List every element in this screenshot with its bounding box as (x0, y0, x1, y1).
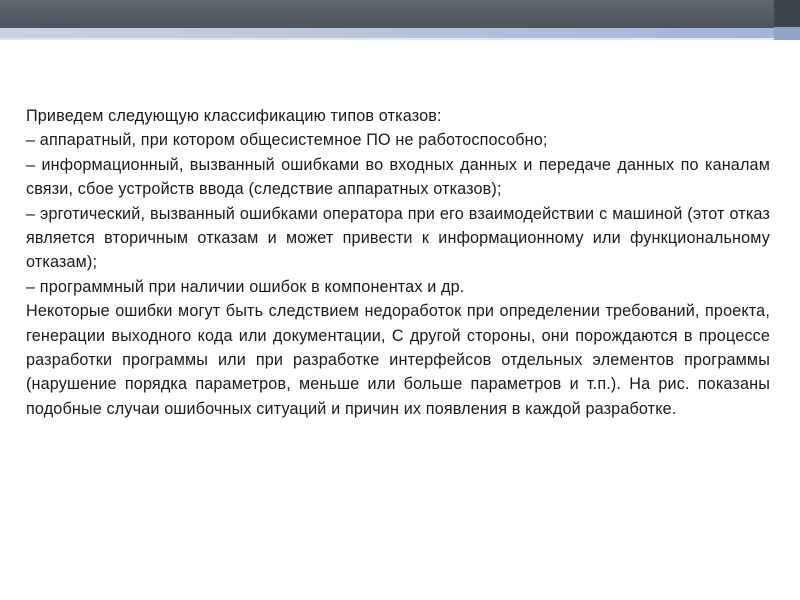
list-item-hardware: – аппаратный, при котором общесистемное ПО не работоспособно; (26, 131, 548, 150)
closing-paragraph: Некоторые ошибки могут быть следствием недоработок при определении требований, проекта, генерации выходного кода или документации, С другой стороны, они порождаются в процессе разработки программы или при разработке интерфейсов отдельных элементов программы (нарушение порядка параметров, меньше или больше параметров и т.п.). На рис. показаны подобные случаи ошибочных ситуаций и причин их появления в каждой разработке. (26, 302, 770, 418)
list-item-information: – информационный, вызванный ошибками во входных данных и передаче данных по каналам связи, сбое устройств ввода (следствие аппаратных отказов); (26, 155, 770, 199)
header-stripe (0, 28, 800, 38)
corner-accent (774, 0, 800, 40)
list-item-ergotic: – эрготический, вызванный ошибками оператора при его взаимодействии с машиной (этот отказ является вторичным отказам и может привести к информационному или функциональному отказам); (26, 204, 770, 272)
slide-body-text (26, 104, 770, 421)
header-stripe-highlight (0, 38, 800, 40)
header-band (0, 0, 800, 28)
list-item-software: – программный при наличии ошибок в компонентах и др. (26, 277, 465, 296)
intro-line: Приведем следующую классификацию типов отказов: (26, 107, 442, 125)
